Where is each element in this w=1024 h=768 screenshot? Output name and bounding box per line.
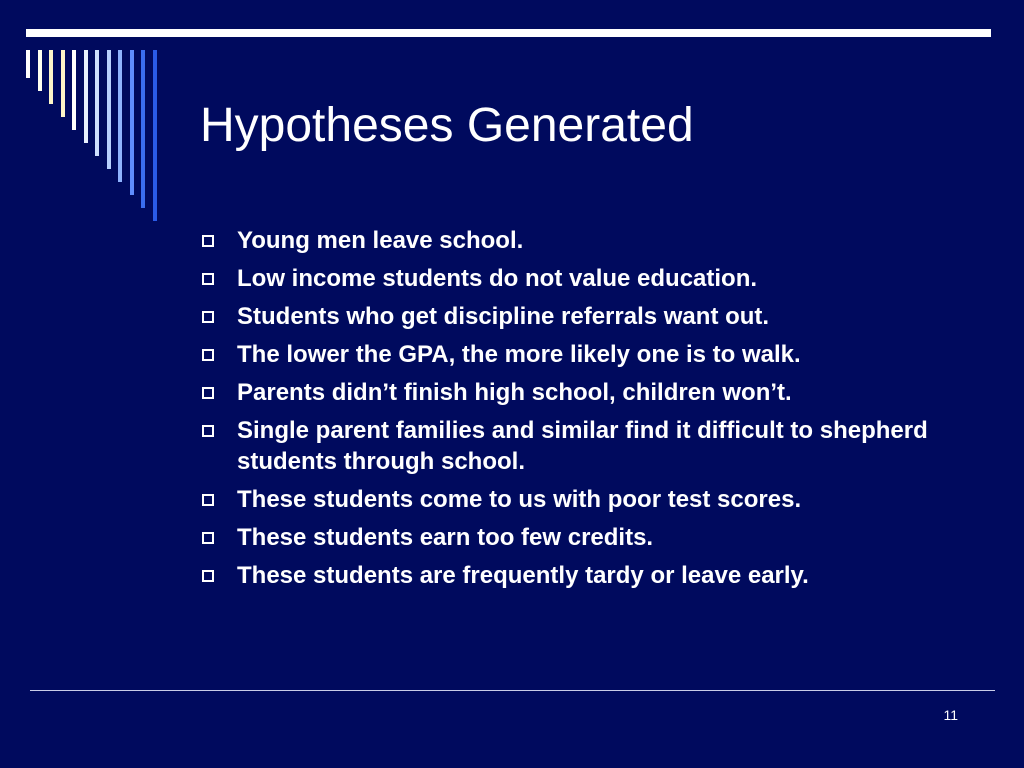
decorative-stripe [153, 50, 157, 221]
bullet-item [200, 263, 960, 294]
bullet-item [200, 225, 960, 256]
hollow-square-bullet-icon [202, 532, 214, 544]
decorative-stripe [107, 50, 111, 169]
bullet-item [200, 301, 960, 332]
decorative-stripe [95, 50, 99, 156]
decorative-stripes [0, 0, 170, 210]
bullet-item [200, 377, 960, 408]
bullet-list [200, 225, 960, 598]
hollow-square-bullet-icon [202, 311, 214, 323]
decorative-stripe [118, 50, 122, 182]
bullet-text: Students who get discipline referrals want out. [237, 303, 770, 330]
hollow-square-bullet-icon [202, 273, 214, 285]
decorative-stripe [72, 50, 76, 130]
bullet-text: Parents didn’t finish high school, children won’t. [237, 379, 792, 406]
hollow-square-bullet-icon [202, 387, 214, 399]
bullet-text: These students are frequently tardy or leave early. [237, 562, 809, 589]
decorative-stripe [84, 50, 88, 143]
bullet-text: Single parent families and similar find it difficult to shepherd students through school. [237, 417, 928, 475]
bullet-item [200, 415, 960, 477]
bullet-text: These students earn too few credits. [237, 524, 654, 551]
bullet-item [200, 522, 960, 553]
decorative-stripe [141, 50, 145, 208]
hollow-square-bullet-icon [202, 425, 214, 437]
bullet-text: The lower the GPA, the more likely one is to walk. [237, 341, 801, 368]
bullet-text: Young men leave school. [237, 227, 524, 254]
hollow-square-bullet-icon [202, 235, 214, 247]
decorative-stripe [26, 50, 30, 78]
decorative-stripe [61, 50, 65, 117]
bullet-item [200, 560, 960, 591]
slide-title: Hypotheses Generated [200, 99, 694, 152]
top-rule [26, 29, 991, 37]
page-number: 11 [943, 707, 958, 723]
decorative-stripe [38, 50, 42, 91]
hollow-square-bullet-icon [202, 349, 214, 361]
bullet-item [200, 484, 960, 515]
bullet-text: These students come to us with poor test scores. [237, 486, 802, 513]
hollow-square-bullet-icon [202, 494, 214, 506]
decorative-stripe [49, 50, 53, 104]
bullet-item [200, 339, 960, 370]
hollow-square-bullet-icon [202, 570, 214, 582]
bottom-rule [30, 690, 995, 691]
bullet-text: Low income students do not value education. [237, 265, 758, 292]
decorative-stripe [130, 50, 134, 195]
